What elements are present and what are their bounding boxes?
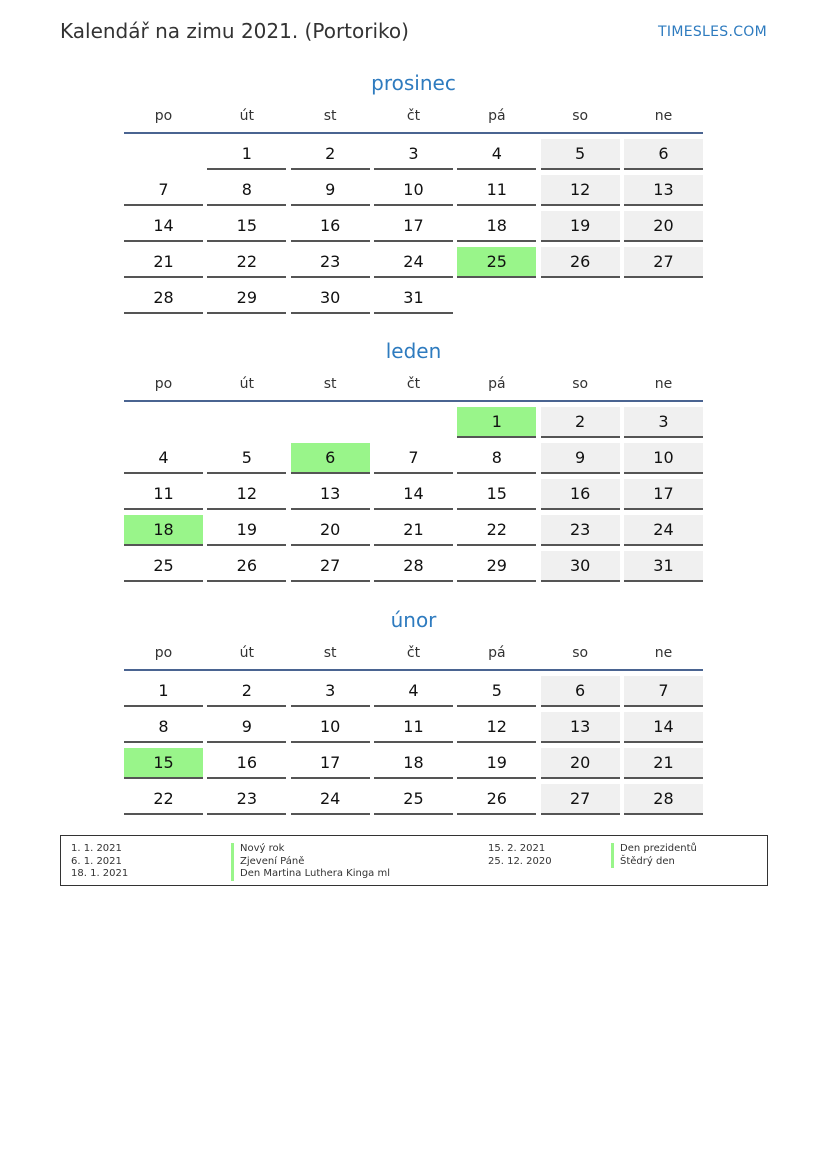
holiday-legend <box>60 835 768 886</box>
day-empty <box>374 407 453 436</box>
day-cell[interactable]: 6 <box>624 139 703 170</box>
day-cell[interactable]: 30 <box>291 283 370 314</box>
day-cell[interactable]: 10 <box>374 175 453 206</box>
day-cell[interactable]: 1 <box>207 139 286 170</box>
weekday-label: čt <box>406 108 421 124</box>
day-cell[interactable]: 24 <box>374 247 453 278</box>
day-cell[interactable]: 11 <box>374 712 453 743</box>
day-cell[interactable]: 29 <box>457 551 536 582</box>
weekday-label: pá <box>488 645 506 661</box>
weekday-label: ne <box>654 108 673 124</box>
legend-names-left <box>231 843 390 881</box>
day-cell[interactable]: 16 <box>207 748 286 779</box>
day-cell[interactable]: 22 <box>457 515 536 546</box>
day-cell[interactable]: 13 <box>291 479 370 510</box>
day-cell[interactable]: 21 <box>124 247 203 278</box>
legend-date: 1. 1. 2021 <box>71 843 122 854</box>
day-cell[interactable]: 12 <box>457 712 536 743</box>
day-cell[interactable]: 4 <box>457 139 536 170</box>
day-grid <box>124 676 703 815</box>
day-cell[interactable]: 26 <box>541 247 620 278</box>
day-cell[interactable]: 8 <box>124 712 203 743</box>
day-cell[interactable]: 1 <box>124 676 203 707</box>
weekday-label: so <box>572 376 589 392</box>
day-cell[interactable]: 10 <box>291 712 370 743</box>
day-cell[interactable]: 19 <box>457 748 536 779</box>
day-cell[interactable]: 7 <box>124 175 203 206</box>
day-cell[interactable]: 30 <box>541 551 620 582</box>
weekday-label: pá <box>488 108 506 124</box>
day-cell[interactable]: 22 <box>124 784 203 815</box>
month-2 <box>124 607 703 815</box>
day-cell[interactable]: 5 <box>541 139 620 170</box>
day-cell[interactable]: 2 <box>207 676 286 707</box>
legend-date: 6. 1. 2021 <box>71 855 122 867</box>
day-cell[interactable]: 24 <box>291 784 370 815</box>
legend-holiday-name: Nový rok <box>231 843 390 856</box>
day-cell[interactable]: 27 <box>291 551 370 582</box>
legend-names-right <box>611 843 697 868</box>
day-empty <box>291 407 370 436</box>
day-cell[interactable]: 14 <box>374 479 453 510</box>
day-cell[interactable]: 4 <box>124 443 203 474</box>
weekday-header <box>124 374 703 402</box>
day-cell[interactable]: 15 <box>457 479 536 510</box>
day-cell[interactable]: 18 <box>374 748 453 779</box>
day-cell[interactable]: 18 <box>457 211 536 242</box>
day-cell[interactable]: 11 <box>124 479 203 510</box>
legend-dates-right <box>488 843 552 868</box>
weekday-label: so <box>572 108 589 124</box>
day-empty <box>207 407 286 436</box>
day-grid <box>124 407 703 582</box>
day-cell[interactable]: 9 <box>207 712 286 743</box>
day-cell[interactable]: 23 <box>291 247 370 278</box>
day-cell[interactable]: 25 <box>374 784 453 815</box>
day-cell[interactable]: 17 <box>374 211 453 242</box>
day-cell[interactable]: 5 <box>207 443 286 474</box>
day-cell[interactable]: 7 <box>374 443 453 474</box>
day-cell[interactable]: 24 <box>624 515 703 546</box>
legend-holiday-name: Den prezidentů <box>611 843 697 856</box>
day-cell[interactable]: 25 <box>124 551 203 582</box>
day-cell[interactable]: 28 <box>124 283 203 314</box>
day-cell[interactable]: 31 <box>624 551 703 582</box>
legend-dates-left <box>71 843 128 881</box>
weekday-label: po <box>154 108 173 124</box>
legend-holiday-name: Den Martina Luthera Kinga ml <box>231 868 390 881</box>
legend-holiday-name: Zjevení Páně <box>231 856 390 869</box>
weekday-label: st <box>323 376 337 392</box>
month-1 <box>124 338 703 582</box>
day-cell[interactable]: 11 <box>457 175 536 206</box>
day-cell[interactable]: 8 <box>207 175 286 206</box>
weekday-label: út <box>239 376 255 392</box>
legend-date: 18. 1. 2021 <box>71 868 129 879</box>
day-cell[interactable]: 1 <box>457 407 536 438</box>
weekday-label: pá <box>488 376 506 392</box>
day-cell[interactable]: 15 <box>124 748 203 779</box>
day-cell[interactable]: 3 <box>624 407 703 438</box>
weekday-label: so <box>572 645 589 661</box>
day-cell[interactable]: 12 <box>541 175 620 206</box>
weekday-label: čt <box>406 376 421 392</box>
day-cell[interactable]: 29 <box>207 283 286 314</box>
day-cell[interactable]: 23 <box>207 784 286 815</box>
month-0 <box>124 70 703 314</box>
weekday-label: po <box>154 376 173 392</box>
day-cell[interactable]: 14 <box>624 712 703 743</box>
site-link[interactable]: TIMESLES.COM <box>658 24 767 40</box>
day-cell[interactable]: 21 <box>374 515 453 546</box>
weekday-label: ne <box>654 376 673 392</box>
day-cell[interactable]: 22 <box>207 247 286 278</box>
day-empty <box>457 283 536 312</box>
month-name: prosinec <box>371 71 456 95</box>
legend-holiday-name: Štědrý den <box>611 856 697 869</box>
weekday-label: po <box>154 645 173 661</box>
month-name: únor <box>390 608 437 632</box>
day-empty <box>124 139 203 168</box>
weekday-header <box>124 106 703 134</box>
day-cell[interactable]: 16 <box>541 479 620 510</box>
day-cell[interactable]: 9 <box>541 443 620 474</box>
day-cell[interactable]: 6 <box>541 676 620 707</box>
day-cell[interactable]: 21 <box>624 748 703 779</box>
day-cell[interactable]: 26 <box>207 551 286 582</box>
day-cell[interactable]: 20 <box>291 515 370 546</box>
day-grid <box>124 139 703 314</box>
day-cell[interactable]: 13 <box>541 712 620 743</box>
day-cell[interactable]: 9 <box>291 175 370 206</box>
day-cell[interactable]: 4 <box>374 676 453 707</box>
weekday-label: st <box>323 645 337 661</box>
day-empty <box>124 407 203 436</box>
day-cell[interactable]: 19 <box>541 211 620 242</box>
day-cell[interactable]: 20 <box>624 211 703 242</box>
day-cell[interactable]: 17 <box>624 479 703 510</box>
day-cell[interactable]: 12 <box>207 479 286 510</box>
day-cell[interactable]: 31 <box>374 283 453 314</box>
day-cell[interactable]: 16 <box>291 211 370 242</box>
day-empty <box>541 283 620 312</box>
weekday-label: st <box>323 108 337 124</box>
weekday-label: út <box>239 108 255 124</box>
day-cell[interactable]: 2 <box>541 407 620 438</box>
day-cell[interactable]: 10 <box>624 443 703 474</box>
day-cell[interactable]: 8 <box>457 443 536 474</box>
day-cell[interactable]: 6 <box>291 443 370 474</box>
legend-date: 15. 2. 2021 <box>488 843 546 854</box>
day-cell[interactable]: 15 <box>207 211 286 242</box>
day-cell[interactable]: 23 <box>541 515 620 546</box>
day-cell[interactable]: 5 <box>457 676 536 707</box>
weekday-label: ne <box>654 645 673 661</box>
day-empty <box>624 283 703 312</box>
weekday-label: čt <box>406 645 421 661</box>
legend-date: 25. 12. 2020 <box>488 855 552 867</box>
day-cell[interactable]: 27 <box>624 247 703 278</box>
day-cell[interactable]: 26 <box>457 784 536 815</box>
page-title: Kalendář na zimu 2021. (Portoriko) <box>60 19 409 43</box>
day-cell[interactable]: 3 <box>291 676 370 707</box>
day-cell[interactable]: 3 <box>374 139 453 170</box>
month-name: leden <box>385 339 442 363</box>
day-cell[interactable]: 17 <box>291 748 370 779</box>
day-cell[interactable]: 28 <box>374 551 453 582</box>
day-cell[interactable]: 13 <box>624 175 703 206</box>
day-cell[interactable]: 18 <box>124 515 203 546</box>
day-cell[interactable]: 20 <box>541 748 620 779</box>
day-cell[interactable]: 25 <box>457 247 536 278</box>
day-cell[interactable]: 27 <box>541 784 620 815</box>
day-cell[interactable]: 19 <box>207 515 286 546</box>
day-cell[interactable]: 7 <box>624 676 703 707</box>
weekday-label: út <box>239 645 255 661</box>
day-cell[interactable]: 14 <box>124 211 203 242</box>
day-cell[interactable]: 2 <box>291 139 370 170</box>
weekday-header <box>124 643 703 671</box>
day-cell[interactable]: 28 <box>624 784 703 815</box>
